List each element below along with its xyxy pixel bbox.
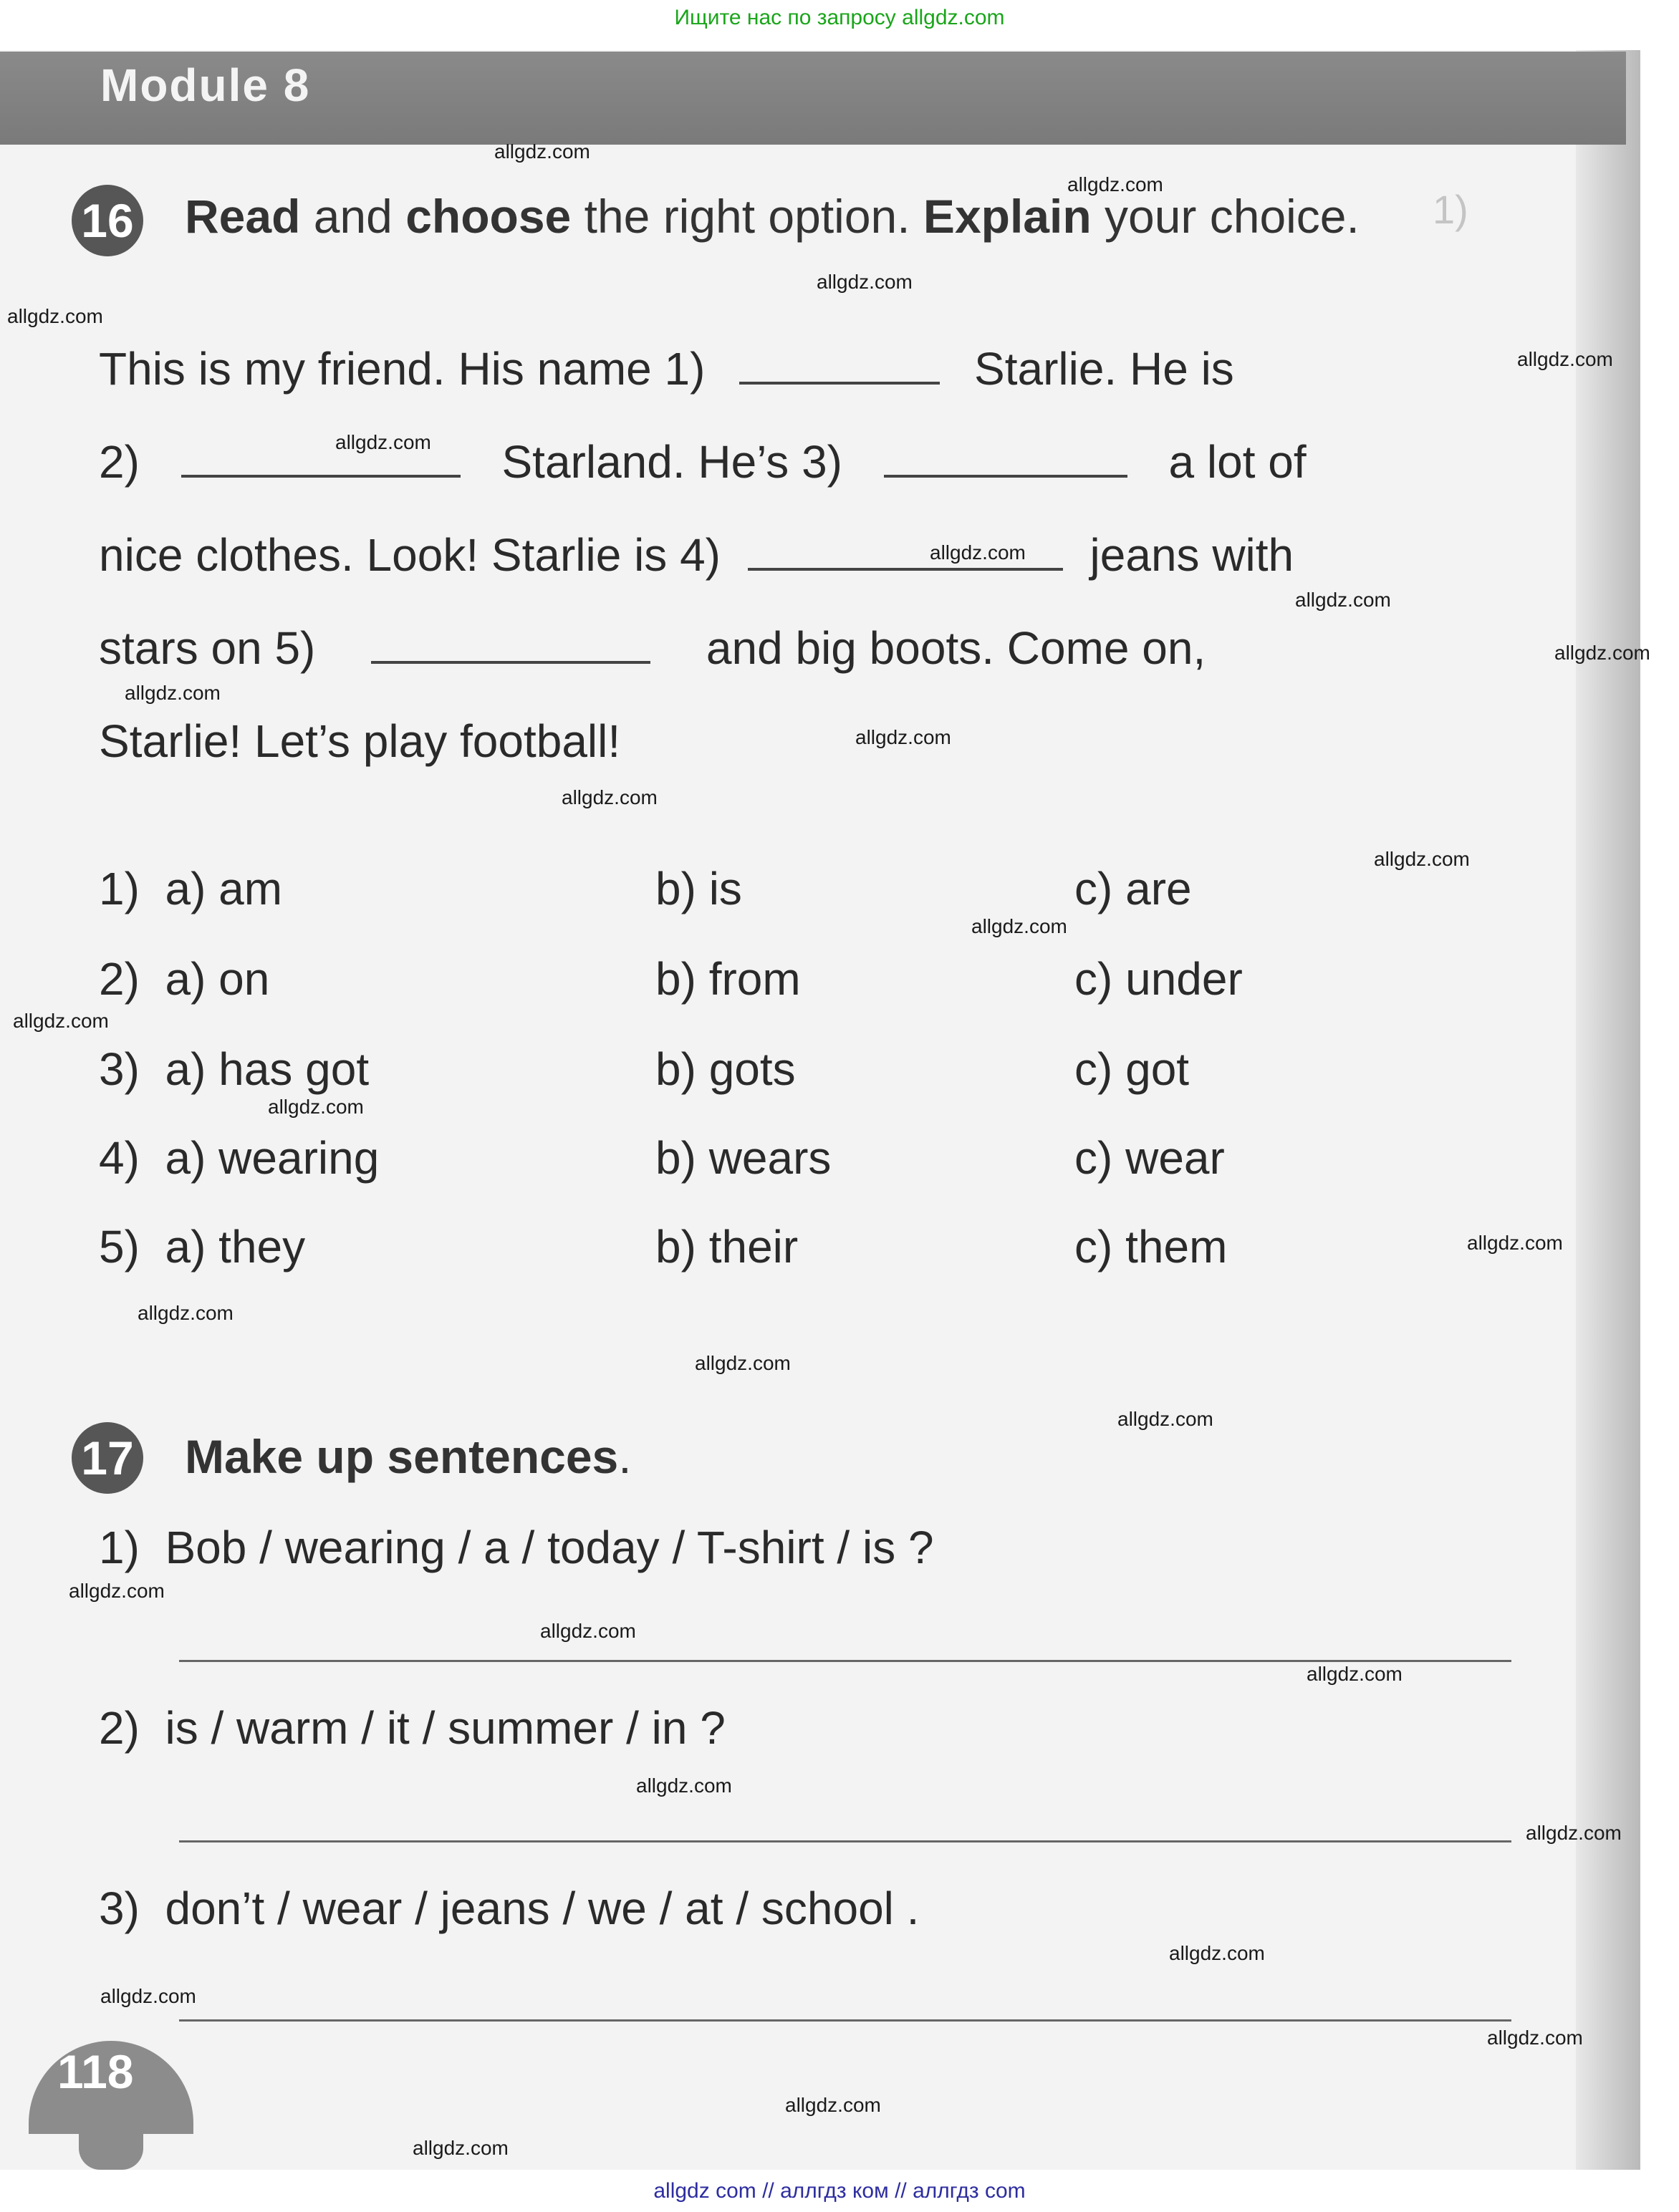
answer-line-1[interactable] <box>179 1660 1511 1662</box>
option-1a[interactable]: am <box>218 863 283 914</box>
text-line-5: Starlie! Let’s play football! <box>99 715 621 767</box>
show-through-decoration: 1) <box>1433 187 1468 232</box>
option-5a[interactable]: they <box>218 1221 306 1272</box>
top-banner: Ищите нас по запросу allgdz.com <box>674 6 1005 29</box>
module-title: Module 8 <box>100 59 311 111</box>
watermark: allgdz.com <box>125 682 221 704</box>
bottom-banner: allgdz com // аллгдз ком // аллгдз com <box>653 2179 1026 2203</box>
answer-blank-3[interactable] <box>884 475 1127 478</box>
watermark: allgdz.com <box>1374 848 1470 870</box>
option-row-3: 3) a) has got <box>99 1043 370 1095</box>
option-5c[interactable]: them <box>1125 1221 1228 1272</box>
heading-word-read: Read <box>185 190 301 243</box>
option-5b-wrap: b) their <box>655 1221 799 1272</box>
sentence-item-2: 2) is / warm / it / summer / in ? <box>99 1702 726 1754</box>
watermark: allgdz.com <box>69 1580 165 1602</box>
option-2b-wrap: b) from <box>655 953 801 1005</box>
page-number: 118 <box>57 2045 134 2098</box>
answer-blank-5[interactable] <box>371 661 650 664</box>
sentence-item-3: 3) don’t / wear / jeans / we / at / school . <box>99 1883 920 1934</box>
watermark: allgdz.com <box>1117 1408 1213 1430</box>
text-line-3: nice clothes. Look! Starlie is 4) jeans with <box>99 529 1294 581</box>
option-1b[interactable]: is <box>708 863 742 914</box>
option-2c[interactable]: under <box>1125 953 1243 1005</box>
watermark: allgdz.com <box>138 1302 234 1324</box>
watermark: allgdz.com <box>1554 642 1650 664</box>
option-row-2: 2) a) on <box>99 953 270 1005</box>
sentence-item-1: 1) Bob / wearing / a / today / T-shirt / is ? <box>99 1522 934 1573</box>
answer-line-3[interactable] <box>179 2019 1511 2022</box>
option-5c-wrap: c) them <box>1074 1221 1228 1272</box>
option-2a[interactable]: on <box>218 953 270 1005</box>
watermark: allgdz.com <box>413 2137 509 2159</box>
option-4b[interactable]: wears <box>708 1132 832 1184</box>
watermark: allgdz.com <box>1467 1232 1563 1254</box>
option-3a[interactable]: has got <box>218 1043 370 1095</box>
option-2b[interactable]: from <box>708 953 801 1005</box>
option-3b-wrap: b) gots <box>655 1043 796 1095</box>
option-1c-wrap: c) are <box>1074 863 1192 914</box>
watermark: allgdz.com <box>268 1096 364 1118</box>
option-4b-wrap: b) wears <box>655 1132 832 1184</box>
exercise-16-heading: Read and choose the right option. Explain your choice. <box>185 190 1360 243</box>
text-line-2: 2) Starland. He’s 3) a lot of <box>99 436 1307 488</box>
watermark: allgdz.com <box>7 305 103 327</box>
watermark: allgdz.com <box>1067 173 1163 195</box>
answer-blank-1[interactable] <box>739 382 940 385</box>
watermark: allgdz.com <box>1307 1663 1403 1685</box>
exercise-17-heading: Make up sentences. <box>185 1430 632 1483</box>
option-3c-wrap: c) got <box>1074 1043 1190 1095</box>
watermark: allgdz.com <box>1487 2027 1583 2049</box>
exercise-17-number: 17 <box>72 1422 143 1494</box>
watermark: allgdz.com <box>855 726 951 748</box>
watermark: allgdz.com <box>636 1774 732 1797</box>
answer-blank-4[interactable] <box>748 568 1063 571</box>
watermark: allgdz.com <box>100 1985 196 2007</box>
text-line-4: stars on 5) and big boots. Come on, <box>99 622 1206 674</box>
mushroom-stem-icon <box>79 2120 143 2170</box>
option-1c[interactable]: are <box>1125 863 1192 914</box>
option-row-5: 5) a) they <box>99 1221 306 1272</box>
watermark: allgdz.com <box>930 541 1026 564</box>
watermark: allgdz.com <box>695 1352 791 1374</box>
watermark: allgdz.com <box>971 915 1067 937</box>
option-3c[interactable]: got <box>1125 1043 1190 1095</box>
option-3b[interactable]: gots <box>708 1043 796 1095</box>
text-line-1: This is my friend. His name 1) Starlie. He is <box>99 343 1234 395</box>
option-4a[interactable]: wearing <box>218 1132 380 1184</box>
watermark: allgdz.com <box>1526 1822 1622 1844</box>
heading-word-choose: choose <box>405 190 572 243</box>
option-1b-wrap: b) is <box>655 863 742 914</box>
heading-word-explain: Explain <box>923 190 1092 243</box>
option-5b[interactable]: their <box>708 1221 799 1272</box>
answer-blank-2[interactable] <box>181 475 461 478</box>
option-2c-wrap: c) under <box>1074 953 1243 1005</box>
watermark: allgdz.com <box>335 431 431 453</box>
watermark: allgdz.com <box>562 786 658 808</box>
watermark: allgdz.com <box>785 2094 881 2116</box>
exercise-16-number: 16 <box>72 185 143 256</box>
option-4c-wrap: c) wear <box>1074 1132 1225 1184</box>
option-row-4: 4) a) wearing <box>99 1132 380 1184</box>
watermark: allgdz.com <box>817 271 913 293</box>
option-row-1: 1) a) am <box>99 863 283 914</box>
option-4c[interactable]: wear <box>1125 1132 1225 1184</box>
watermark: allgdz.com <box>1517 348 1613 370</box>
watermark: allgdz.com <box>1169 1942 1265 1964</box>
answer-line-2[interactable] <box>179 1840 1511 1842</box>
watermark: allgdz.com <box>1295 589 1391 611</box>
watermark: allgdz.com <box>13 1010 109 1032</box>
watermark: allgdz.com <box>494 140 590 163</box>
watermark: allgdz.com <box>540 1620 636 1642</box>
